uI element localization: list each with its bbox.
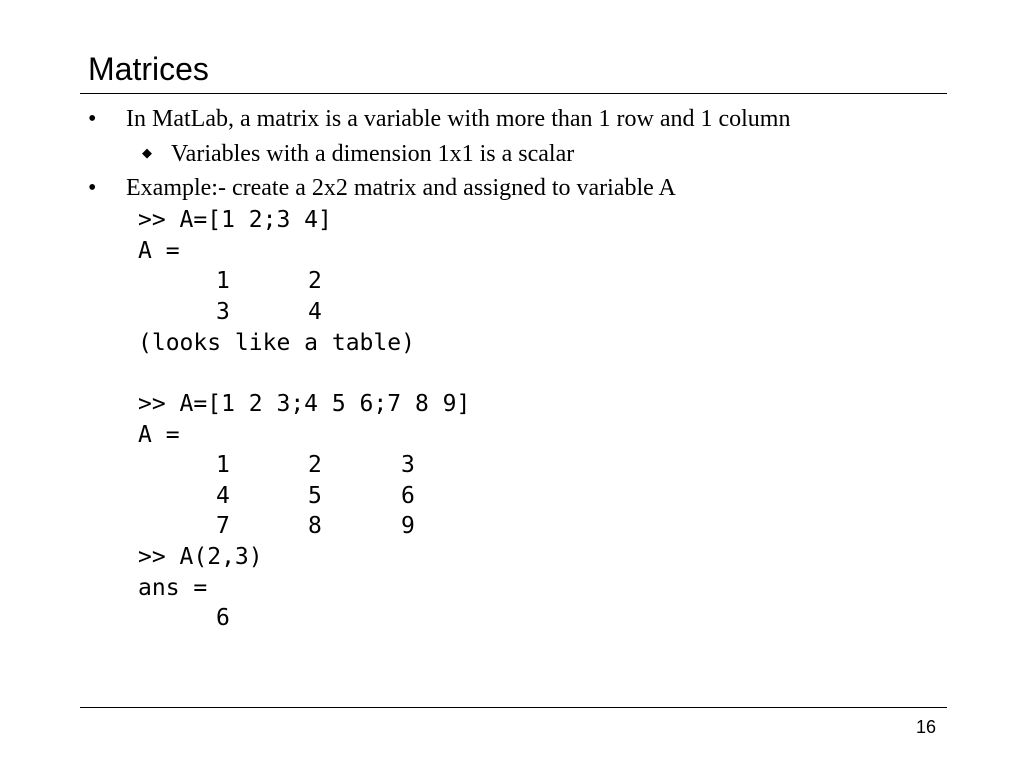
diamond-bullet-icon: ◆ xyxy=(142,146,152,161)
code-ans-label: ans = xyxy=(138,575,208,601)
slide-title: Matrices xyxy=(88,51,209,87)
matrix-cell: 1 xyxy=(216,268,230,294)
matrix-cell: 3 xyxy=(401,452,415,478)
code-output-label-2: A = xyxy=(138,422,180,448)
code-note: (looks like a table) xyxy=(138,330,415,356)
bullet-text-example: Example:- create a 2x2 matrix and assigned to variable A xyxy=(126,175,676,201)
code-ans-value: 6 xyxy=(216,605,230,631)
matrix-cell: 2 xyxy=(308,268,322,294)
code-output-label-1: A = xyxy=(138,238,180,264)
bullet-marker: • xyxy=(88,106,97,132)
matrix-cell: 3 xyxy=(216,299,230,325)
bullet-text-matrix-definition: In MatLab, a matrix is a variable with more than 1 row and 1 column xyxy=(126,106,791,132)
code-command-2: >> A=[1 2 3;4 5 6;7 8 9] xyxy=(138,391,471,417)
code-command-1: >> A=[1 2;3 4] xyxy=(138,207,332,233)
matrix-cell: 7 xyxy=(216,513,230,539)
matrix-cell: 1 xyxy=(216,452,230,478)
matrix-cell: 4 xyxy=(308,299,322,325)
matrix-cell: 4 xyxy=(216,483,230,509)
sub-bullet-text-scalar: Variables with a dimension 1x1 is a scalar xyxy=(171,141,575,167)
code-command-3: >> A(2,3) xyxy=(138,544,263,570)
title-divider xyxy=(80,93,947,94)
matrix-cell: 2 xyxy=(308,452,322,478)
bullet-marker: • xyxy=(88,175,97,201)
footer-divider xyxy=(80,707,947,708)
matrix-cell: 5 xyxy=(308,483,322,509)
matrix-cell: 6 xyxy=(401,483,415,509)
page-number: 16 xyxy=(915,717,936,737)
matrix-cell: 9 xyxy=(401,513,415,539)
matrix-cell: 8 xyxy=(308,513,322,539)
